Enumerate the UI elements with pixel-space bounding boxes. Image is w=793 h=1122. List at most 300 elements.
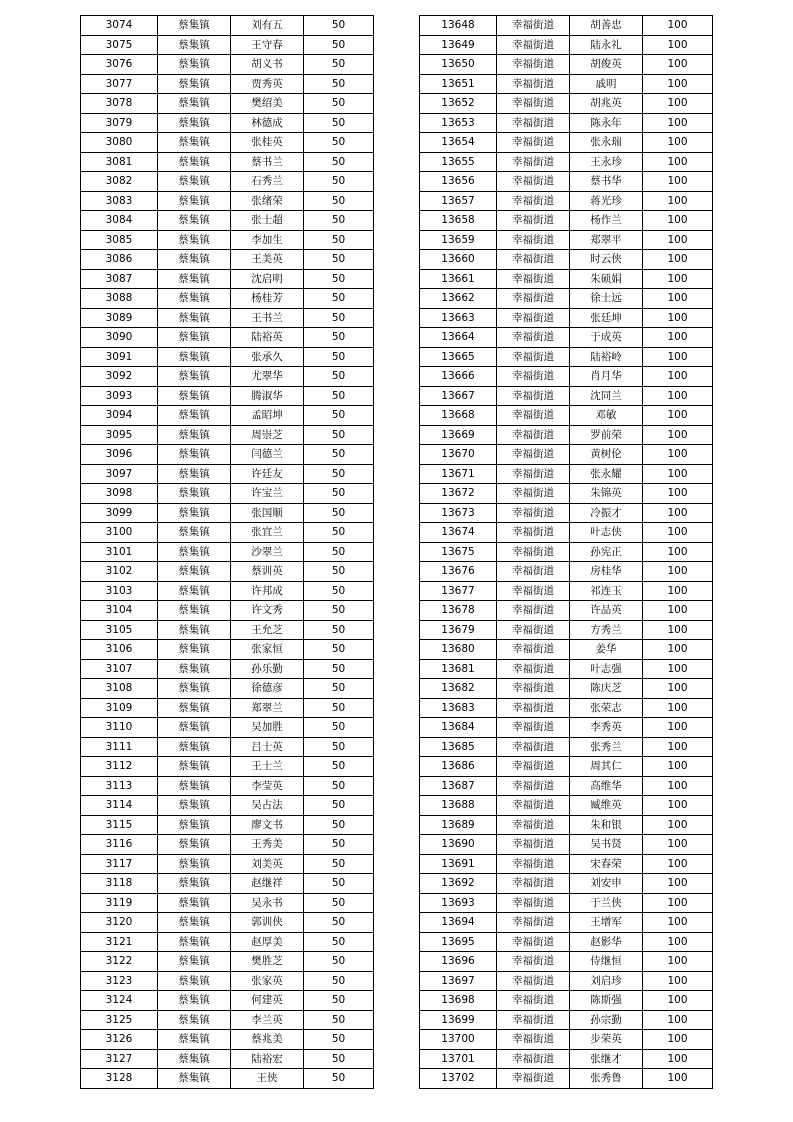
serial-number-cell: 3124 [81,991,158,1011]
amount-cell: 100 [643,152,713,172]
table-row [420,367,713,387]
serial-number-cell: 13674 [420,523,497,543]
town-cell: 幸福街道 [497,698,570,718]
amount-cell: 50 [304,35,374,55]
person-name-cell: 张绪荣 [231,191,304,211]
town-cell: 幸福街道 [497,94,570,114]
person-name-cell: 时云侠 [570,250,643,270]
town-cell: 幸福街道 [497,230,570,250]
amount-cell: 50 [304,308,374,328]
person-name-cell: 宋春荣 [570,854,643,874]
table-row [81,16,374,36]
amount-cell: 100 [643,74,713,94]
person-name-cell: 黄树伦 [570,445,643,465]
roster-table-body [81,16,374,1089]
amount-cell: 100 [643,835,713,855]
serial-number-cell: 13690 [420,835,497,855]
serial-number-cell: 3126 [81,1030,158,1050]
serial-number-cell: 13672 [420,484,497,504]
amount-cell: 50 [304,854,374,874]
table-row [81,308,374,328]
amount-cell: 100 [643,815,713,835]
amount-cell: 100 [643,1049,713,1069]
person-name-cell: 臧维英 [570,796,643,816]
amount-cell: 100 [643,737,713,757]
amount-cell: 50 [304,328,374,348]
amount-cell: 50 [304,94,374,114]
serial-number-cell: 13688 [420,796,497,816]
serial-number-cell: 3077 [81,74,158,94]
town-cell: 蔡集镇 [158,698,231,718]
table-row [81,464,374,484]
table-row [81,55,374,75]
town-cell: 幸福街道 [497,406,570,426]
serial-number-cell: 3082 [81,172,158,192]
serial-number-cell: 3097 [81,464,158,484]
serial-number-cell: 13682 [420,679,497,699]
person-name-cell: 祁连玉 [570,581,643,601]
town-cell: 蔡集镇 [158,640,231,660]
amount-cell: 100 [643,211,713,231]
amount-cell: 50 [304,133,374,153]
person-name-cell: 蔡训英 [231,562,304,582]
table-row [420,796,713,816]
serial-number-cell: 13669 [420,425,497,445]
serial-number-cell: 3116 [81,835,158,855]
serial-number-cell: 13676 [420,562,497,582]
amount-cell: 50 [304,679,374,699]
amount-cell: 100 [643,913,713,933]
serial-number-cell: 13660 [420,250,497,270]
amount-cell: 50 [304,581,374,601]
town-cell: 蔡集镇 [158,347,231,367]
person-name-cell: 吴加胜 [231,718,304,738]
town-cell: 蔡集镇 [158,718,231,738]
amount-cell: 100 [643,757,713,777]
person-name-cell: 冷振才 [570,503,643,523]
person-name-cell: 徐士远 [570,289,643,309]
amount-cell: 50 [304,640,374,660]
town-cell: 蔡集镇 [158,386,231,406]
amount-cell: 100 [643,1030,713,1050]
serial-number-cell: 3083 [81,191,158,211]
serial-number-cell: 13649 [420,35,497,55]
amount-cell: 100 [643,484,713,504]
serial-number-cell: 3112 [81,757,158,777]
town-cell: 蔡集镇 [158,484,231,504]
town-cell: 幸福街道 [497,16,570,36]
roster-table-body [420,16,713,1089]
serial-number-cell: 3117 [81,854,158,874]
town-cell: 幸福街道 [497,74,570,94]
person-name-cell: 徐德彦 [231,679,304,699]
town-cell: 幸福街道 [497,523,570,543]
amount-cell: 50 [304,425,374,445]
town-cell: 蔡集镇 [158,211,231,231]
serial-number-cell: 3120 [81,913,158,933]
table-row [420,1030,713,1050]
town-cell: 幸福街道 [497,718,570,738]
town-cell: 幸福街道 [497,659,570,679]
table-row [81,620,374,640]
person-name-cell: 叶志强 [570,659,643,679]
town-cell: 蔡集镇 [158,133,231,153]
serial-number-cell: 13698 [420,991,497,1011]
table-row [420,74,713,94]
serial-number-cell: 13658 [420,211,497,231]
serial-number-cell: 3115 [81,815,158,835]
person-name-cell: 李莹英 [231,776,304,796]
table-row [81,191,374,211]
town-cell: 幸福街道 [497,757,570,777]
town-cell: 幸福街道 [497,776,570,796]
person-name-cell: 吴占法 [231,796,304,816]
amount-cell: 50 [304,16,374,36]
serial-number-cell: 3123 [81,971,158,991]
serial-number-cell: 13671 [420,464,497,484]
table-row [420,523,713,543]
town-cell: 幸福街道 [497,464,570,484]
town-cell: 蔡集镇 [158,854,231,874]
town-cell: 幸福街道 [497,971,570,991]
table-row [81,386,374,406]
town-cell: 幸福街道 [497,991,570,1011]
amount-cell: 100 [643,230,713,250]
amount-cell: 100 [643,113,713,133]
serial-number-cell: 13657 [420,191,497,211]
table-row [420,269,713,289]
amount-cell: 50 [304,503,374,523]
table-row [420,991,713,1011]
table-row [420,854,713,874]
town-cell: 幸福街道 [497,620,570,640]
person-name-cell: 樊胜芝 [231,952,304,972]
person-name-cell: 张秀兰 [570,737,643,757]
person-name-cell: 刘美英 [231,854,304,874]
table-row [420,620,713,640]
town-cell: 蔡集镇 [158,16,231,36]
person-name-cell: 郑翠兰 [231,698,304,718]
serial-number-cell: 3100 [81,523,158,543]
table-row [81,347,374,367]
person-name-cell: 朱硕娟 [570,269,643,289]
serial-number-cell: 13655 [420,152,497,172]
person-name-cell: 叶志侠 [570,523,643,543]
table-row [81,913,374,933]
town-cell: 幸福街道 [497,425,570,445]
amount-cell: 50 [304,367,374,387]
amount-cell: 50 [304,757,374,777]
town-cell: 蔡集镇 [158,250,231,270]
amount-cell: 50 [304,1069,374,1089]
amount-cell: 100 [643,406,713,426]
table-row [81,113,374,133]
serial-number-cell: 13665 [420,347,497,367]
amount-cell: 100 [643,250,713,270]
town-cell: 幸福街道 [497,386,570,406]
table-row [81,133,374,153]
town-cell: 幸福街道 [497,308,570,328]
amount-cell: 100 [643,55,713,75]
amount-cell: 50 [304,718,374,738]
person-name-cell: 郑翠平 [570,230,643,250]
town-cell: 蔡集镇 [158,1010,231,1030]
town-cell: 幸福街道 [497,796,570,816]
person-name-cell: 张永瑞 [570,133,643,153]
table-row [81,796,374,816]
table-row [81,542,374,562]
person-name-cell: 许品英 [570,601,643,621]
town-cell: 蔡集镇 [158,952,231,972]
serial-number-cell: 13695 [420,932,497,952]
amount-cell: 100 [643,94,713,114]
town-cell: 蔡集镇 [158,113,231,133]
town-cell: 幸福街道 [497,854,570,874]
amount-cell: 100 [643,776,713,796]
table-row [81,835,374,855]
serial-number-cell: 3098 [81,484,158,504]
serial-number-cell: 3113 [81,776,158,796]
table-row [81,1049,374,1069]
serial-number-cell: 3114 [81,796,158,816]
amount-cell: 100 [643,620,713,640]
town-cell: 蔡集镇 [158,523,231,543]
serial-number-cell: 13659 [420,230,497,250]
table-row [81,328,374,348]
town-cell: 幸福街道 [497,835,570,855]
serial-number-cell: 13677 [420,581,497,601]
serial-number-cell: 3125 [81,1010,158,1030]
amount-cell: 100 [643,1069,713,1089]
person-name-cell: 朱和银 [570,815,643,835]
serial-number-cell: 13656 [420,172,497,192]
table-row [81,230,374,250]
town-cell: 幸福街道 [497,913,570,933]
person-name-cell: 张家英 [231,971,304,991]
table-row [420,386,713,406]
amount-cell: 50 [304,991,374,1011]
person-name-cell: 樊绍美 [231,94,304,114]
amount-cell: 50 [304,484,374,504]
town-cell: 幸福街道 [497,55,570,75]
town-cell: 幸福街道 [497,1030,570,1050]
table-row [81,74,374,94]
serial-number-cell: 3088 [81,289,158,309]
person-name-cell: 胡兆英 [570,94,643,114]
amount-cell: 50 [304,659,374,679]
amount-cell: 50 [304,211,374,231]
person-name-cell: 李秀英 [570,718,643,738]
serial-number-cell: 13664 [420,328,497,348]
table-row [81,601,374,621]
amount-cell: 100 [643,133,713,153]
serial-number-cell: 13699 [420,1010,497,1030]
amount-cell: 50 [304,601,374,621]
table-row [420,133,713,153]
person-name-cell: 孙宗勤 [570,1010,643,1030]
person-name-cell: 肖月华 [570,367,643,387]
table-row [81,718,374,738]
serial-number-cell: 3128 [81,1069,158,1089]
amount-cell: 50 [304,152,374,172]
amount-cell: 50 [304,191,374,211]
person-name-cell: 刘安申 [570,874,643,894]
table-row [81,698,374,718]
serial-number-cell: 3111 [81,737,158,757]
town-cell: 幸福街道 [497,503,570,523]
serial-number-cell: 3086 [81,250,158,270]
town-cell: 蔡集镇 [158,1069,231,1089]
roster-table-right [419,15,713,1089]
amount-cell: 100 [643,289,713,309]
town-cell: 蔡集镇 [158,191,231,211]
person-name-cell: 周其仁 [570,757,643,777]
serial-number-cell: 3104 [81,601,158,621]
table-row [420,640,713,660]
table-row [81,991,374,1011]
person-name-cell: 王守春 [231,35,304,55]
person-name-cell: 沙翠兰 [231,542,304,562]
person-name-cell: 刘启珍 [570,971,643,991]
serial-number-cell: 3089 [81,308,158,328]
table-row [420,952,713,972]
amount-cell: 50 [304,230,374,250]
table-row [420,718,713,738]
amount-cell: 100 [643,640,713,660]
amount-cell: 50 [304,815,374,835]
town-cell: 蔡集镇 [158,74,231,94]
serial-number-cell: 13694 [420,913,497,933]
serial-number-cell: 13651 [420,74,497,94]
town-cell: 幸福街道 [497,328,570,348]
person-name-cell: 许廷友 [231,464,304,484]
town-cell: 蔡集镇 [158,308,231,328]
amount-cell: 100 [643,659,713,679]
serial-number-cell: 13684 [420,718,497,738]
table-row [420,893,713,913]
person-name-cell: 赵厚美 [231,932,304,952]
serial-number-cell: 3081 [81,152,158,172]
town-cell: 蔡集镇 [158,289,231,309]
serial-number-cell: 13653 [420,113,497,133]
person-name-cell: 胡俊英 [570,55,643,75]
table-row [81,874,374,894]
serial-number-cell: 13681 [420,659,497,679]
amount-cell: 50 [304,1010,374,1030]
person-name-cell: 于成英 [570,328,643,348]
table-row [420,659,713,679]
table-row [81,445,374,465]
town-cell: 蔡集镇 [158,737,231,757]
person-name-cell: 李加生 [231,230,304,250]
town-cell: 蔡集镇 [158,406,231,426]
table-row [81,269,374,289]
person-name-cell: 张廷坤 [570,308,643,328]
town-cell: 幸福街道 [497,601,570,621]
person-name-cell: 沈启明 [231,269,304,289]
serial-number-cell: 13691 [420,854,497,874]
serial-number-cell: 3107 [81,659,158,679]
serial-number-cell: 13680 [420,640,497,660]
amount-cell: 50 [304,874,374,894]
person-name-cell: 房桂华 [570,562,643,582]
town-cell: 幸福街道 [497,445,570,465]
table-row [420,16,713,36]
serial-number-cell: 3102 [81,562,158,582]
town-cell: 蔡集镇 [158,581,231,601]
person-name-cell: 王侠 [231,1069,304,1089]
town-cell: 蔡集镇 [158,659,231,679]
serial-number-cell: 3122 [81,952,158,972]
amount-cell: 100 [643,796,713,816]
table-row [81,737,374,757]
roster-table-left [80,15,374,1089]
serial-number-cell: 13686 [420,757,497,777]
person-name-cell: 蔡书兰 [231,152,304,172]
person-name-cell: 杨作兰 [570,211,643,231]
person-name-cell: 王增军 [570,913,643,933]
person-name-cell: 许邦成 [231,581,304,601]
town-cell: 幸福街道 [497,1069,570,1089]
amount-cell: 50 [304,269,374,289]
amount-cell: 50 [304,835,374,855]
amount-cell: 50 [304,620,374,640]
amount-cell: 50 [304,796,374,816]
serial-number-cell: 13685 [420,737,497,757]
amount-cell: 100 [643,16,713,36]
town-cell: 蔡集镇 [158,503,231,523]
town-cell: 蔡集镇 [158,230,231,250]
amount-cell: 100 [643,191,713,211]
serial-number-cell: 3078 [81,94,158,114]
person-name-cell: 于兰侠 [570,893,643,913]
serial-number-cell: 3096 [81,445,158,465]
table-row [420,1010,713,1030]
person-name-cell: 张秀鲁 [570,1069,643,1089]
serial-number-cell: 3109 [81,698,158,718]
serial-number-cell: 3108 [81,679,158,699]
amount-cell: 50 [304,1049,374,1069]
table-row [420,230,713,250]
person-name-cell: 朱锦英 [570,484,643,504]
serial-number-cell: 3076 [81,55,158,75]
town-cell: 幸福街道 [497,1049,570,1069]
table-row [81,952,374,972]
person-name-cell: 步荣英 [570,1030,643,1050]
town-cell: 幸福街道 [497,815,570,835]
amount-cell: 50 [304,523,374,543]
person-name-cell: 孟昭坤 [231,406,304,426]
amount-cell: 50 [304,386,374,406]
amount-cell: 100 [643,601,713,621]
table-row [420,406,713,426]
person-name-cell: 许文秀 [231,601,304,621]
town-cell: 蔡集镇 [158,932,231,952]
person-name-cell: 姜华 [570,640,643,660]
table-row [81,406,374,426]
table-row [420,971,713,991]
person-name-cell: 陆永礼 [570,35,643,55]
serial-number-cell: 13648 [420,16,497,36]
table-row [81,815,374,835]
town-cell: 蔡集镇 [158,971,231,991]
town-cell: 幸福街道 [497,1010,570,1030]
amount-cell: 50 [304,347,374,367]
town-cell: 蔡集镇 [158,464,231,484]
table-row [81,932,374,952]
table-row [420,152,713,172]
amount-cell: 100 [643,1010,713,1030]
